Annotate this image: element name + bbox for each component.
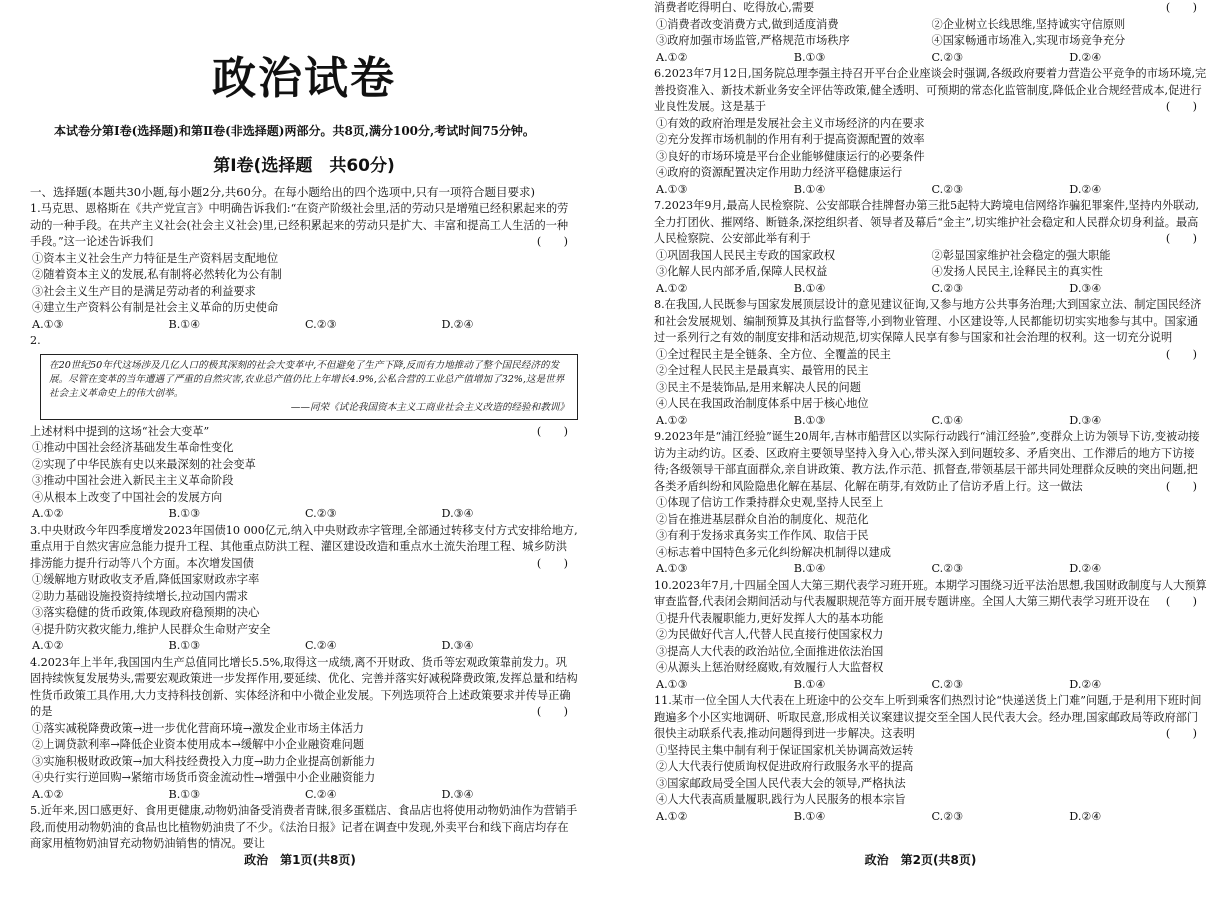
option-3: ③实施积极财政政策→加大科技经费投入力度→助力企业提高创新能力: [32, 754, 376, 768]
question-2: [30, 333, 578, 523]
question-stem: 上述材料中提到的这场“社会大变革”: [30, 424, 210, 438]
choice-b[interactable]: B.①④: [793, 809, 826, 823]
question-stem: 9.2023年是“浦江经验”诞生20周年,吉林市船营区以实际行动践行“浦江经验”,变群众上访为领导下访,变被动接访为主动约访。区委、区政府主要领导坚持入身入心,带头深入到问题较多、矛盾突出、工作滞后的地方下访接待;各级领导干部直面群众,亲自讲政策、教方法,作示范、抓督查,带领基层干部共同处理群众反映的突出问题,把各类矛盾纠纷和风险隐患化解在基层、化解在萌芽,有效防止了信访矛盾上行。这一做法: [654, 430, 1200, 493]
answer-paren: ( ): [1165, 727, 1197, 740]
option-1: ①有效的政府治理是发展社会主义市场经济的内在要求: [656, 116, 925, 130]
option-4: ④人大代表高质量履职,践行为人民服务的根本宗旨: [656, 793, 906, 806]
option-2: ②人大代表行使质询权促进政府行政服务水平的提高: [656, 760, 914, 773]
question-stem: 3.中央财政今年四季度增发2023年国债10 000亿元,纳入中央财政赤字管理,全部通过转移支付方式安排给地方,重点用于自然灾害应急能力提升工程、其他重点防洪工程、灌区建设改造和重点水土流失治理工程、城乡防洪排涝能力提升行动等八个方面。本次增发国债: [30, 523, 578, 570]
option-3: ③落实稳健的货币政策,体现政府稳预期的决心: [32, 606, 260, 619]
choice-b[interactable]: B.①③: [793, 413, 826, 427]
option-1: ①体现了信访工作秉持群众史观,坚持人民至上: [656, 496, 884, 509]
question-11: [654, 693, 1207, 825]
option-2: ②全过程人民民主是最真实、最管用的民主: [656, 364, 869, 377]
option-4: ④央行实行逆回购→紧缩市场货币资金流动性→增强中小企业融资能力: [32, 771, 376, 784]
choice-b[interactable]: B.①④: [793, 281, 826, 295]
question-stem: 8.在我国,人民既参与国家发展顶层设计的意见建议征询,又参与地方公共事务治理;大到国家立法、制定国民经济和社会发展规划、编制预算及其执行监督等,小到物业管理、小区建设等,人民都能切切实实地参与其中。国家通过一系列行之有效的制度安排和活动规范,切实保障人民享有参与国家和社会治理的权利。这一切充分说明: [654, 298, 1202, 344]
option-3: ③民主不是装饰品,是用来解决人民的问题: [656, 380, 861, 394]
answer-choices: [654, 281, 1207, 298]
option-2: ②助力基础设施投资持续增长,拉动国内需求: [32, 589, 249, 603]
answer-paren: ( ): [1165, 232, 1197, 245]
choice-d[interactable]: D.②④: [1069, 677, 1102, 691]
answer-choices: [654, 182, 1207, 199]
answer-choices: [654, 809, 1207, 826]
question-stem: 7.2023年9月,最高人民检察院、公安部联合挂牌督办第三批5起特大跨境电信网络诈骗犯罪案件,坚持内外联动,全力打团伙、摧网络、断链条,深挖组织者、领导者及幕后“金主”,切实维护社会稳定和人民群众切身利益。最高人民检察院、公安部此举有利于: [654, 199, 1200, 245]
choice-d[interactable]: D.②④: [441, 317, 474, 331]
answer-paren: ( ): [536, 235, 568, 248]
choice-b[interactable]: B.①④: [793, 182, 826, 196]
answer-paren: ( ): [1165, 1, 1197, 14]
option-3: ③政府加强市场监管,严格规范市场秩序: [656, 34, 850, 47]
option-4: ④国家畅通市场准入,实现市场竞争充分: [931, 34, 1126, 47]
option-3: ③国家邮政局受全国人民代表大会的领导,严格执法: [656, 776, 906, 790]
choice-a[interactable]: A.①②: [656, 413, 688, 427]
option-3: ③有利于发扬求真务实工作作风、取信于民: [656, 529, 869, 542]
exam-page-2: [614, 0, 1227, 900]
choice-b[interactable]: B.①④: [793, 677, 826, 691]
answer-choices: [654, 413, 1207, 430]
choice-d[interactable]: D.③④: [1069, 281, 1102, 295]
option-2: ②随着资本主义的发展,私有制将必然转化为公有制: [32, 268, 282, 281]
question-stem: 4.2023年上半年,我国国内生产总值同比增长5.5%,取得这一成绩,离不开财政、货币等宏观政策靠前发力。巩固持续恢复发展势头,需要宏观政策进一步发挥作用,要延续、优化、完善并落实好减税降费政策,发挥总量和结构性货币政策工具作用,大力支持科技创新、实体经济和中小微企业发展。下列选项符合上述政策要求并传导正确的是: [30, 655, 578, 718]
choice-b[interactable]: B.①③: [168, 787, 201, 801]
option-1: ①坚持民主集中制有利于保证国家机关协调高效运转: [656, 743, 914, 757]
choice-c[interactable]: C.②④: [305, 639, 337, 652]
question-5: [30, 803, 578, 853]
answer-paren: ( ): [1165, 595, 1197, 608]
page-footer: 政治 第2页(共8页): [864, 853, 977, 867]
choice-b[interactable]: B.①④: [168, 317, 201, 331]
option-4: ④提升防灾救灾能力,维护人民群众生命财产安全: [32, 622, 271, 636]
answer-paren: ( ): [1165, 479, 1197, 493]
option-3: ③社会主义生产目的是满足劳动者的利益要求: [32, 284, 256, 298]
option-2: ②旨在推进基层群众自治的制度化、规范化: [656, 512, 869, 526]
answer-choices: [654, 50, 1207, 67]
choice-d[interactable]: D.②④: [1069, 809, 1102, 823]
option-3: ③化解人民内部矛盾,保障人民权益: [656, 265, 828, 278]
option-2: ②企业树立长线思维,坚持诚实守信原则: [931, 17, 1126, 31]
choice-a[interactable]: A.①③: [656, 182, 688, 196]
answer-paren: ( ): [1165, 100, 1197, 113]
choice-b[interactable]: B.①③: [168, 639, 201, 652]
choice-d[interactable]: D.③④: [1069, 413, 1102, 427]
option-1: ①缓解地方财政收支矛盾,降低国家财政赤字率: [32, 573, 260, 586]
question-10: [654, 578, 1207, 694]
question-3: [30, 523, 578, 655]
page-footer: 政治 第1页(共8页): [244, 853, 356, 867]
choice-b[interactable]: B.①③: [793, 50, 826, 64]
choice-a[interactable]: A.①②: [656, 281, 688, 295]
choice-b[interactable]: B.①④: [793, 562, 826, 575]
answer-paren: ( ): [536, 556, 568, 570]
choice-c[interactable]: C.①④: [931, 413, 964, 427]
answer-choices: [654, 561, 1207, 578]
quote-box: [40, 354, 578, 420]
option-2: ②彰显国家维护社会稳定的强大职能: [931, 248, 1111, 262]
answer-paren: ( ): [536, 424, 568, 438]
option-1: ①落实减税降费政策→进一步优化营商环境→激发企业市场主体活力: [32, 721, 364, 735]
option-1: ①全过程民主是全链条、全方位、全覆盖的民主: [656, 347, 891, 361]
quote-source: ——同荣《试论我国资本主义工商业社会主义改造的经验和教训》: [290, 401, 569, 413]
question-6: [654, 66, 1207, 198]
exam-intro: 本试卷分第Ⅰ卷(选择题)和第Ⅱ卷(非选择题)两部分。共8页,满分100分,考试时间75分钟。: [54, 124, 535, 138]
choice-a[interactable]: A.①③: [656, 677, 688, 691]
question-stem: 10.2023年7月,十四届全国人大第三期代表学习班开班。本期学习围绕习近平法治思想,我国财政制度与人大预算审查监督,代表闭会期间活动与代表履职规范等方面开展专题讲座。全国人大第三期代表学习班开设在: [654, 578, 1207, 608]
choice-a[interactable]: A.①②: [656, 809, 688, 823]
answer-paren: ( ): [536, 705, 568, 718]
question-stem: 6.2023年7月12日,国务院总理李强主持召开平台企业座谈会时强调,各级政府要着力营造公平竞争的市场环境,完善投资准入、新技术新业务安全评估等政策,健全透明、可预期的常态化监管制度,降低企业合规经营成本,促进行业良性发展。这是基于: [654, 67, 1207, 113]
option-2: ②实现了中华民族有史以来最深刻的社会变革: [32, 457, 256, 471]
choice-c[interactable]: C.②③: [931, 562, 964, 575]
choice-c[interactable]: C.②③: [305, 507, 337, 520]
choice-a[interactable]: A.①②: [32, 507, 64, 520]
choice-c[interactable]: C.②④: [305, 787, 337, 801]
choice-a[interactable]: A.①②: [32, 639, 64, 652]
choice-c[interactable]: C.②③: [931, 281, 964, 295]
option-2: ②上调贷款利率→降低企业资本使用成本→缓解中小企业融资难问题: [32, 738, 364, 751]
choice-c[interactable]: C.②③: [931, 50, 964, 64]
option-4: ④政府的资源配置决定作用助力经济平稳健康运行: [656, 166, 903, 179]
option-1: ①资本主义社会生产力特征是生产资料居支配地位: [32, 251, 279, 265]
choice-d[interactable]: D.③④: [441, 787, 474, 801]
choice-d[interactable]: D.②④: [1069, 50, 1102, 64]
option-4: ④发扬人民民主,诠释民主的真实性: [931, 265, 1103, 278]
question-stem: 5.近年来,因口感更好、食用更健康,动物奶油备受消费者青睐,很多蛋糕店、食品店也将使用动物奶油作为营销手段,而使用动物奶油的食品也比植物奶油贵了不少。《法治日报》记者在调查中发现,外卖平台和线下商店均存在商家用植物奶油冒充动物奶油销售的情况。要让: [30, 804, 578, 850]
option-4: ④建立生产资料公有制是社会主义革命的历史使命: [32, 301, 279, 314]
exam-page-1: [0, 0, 600, 900]
option-4: ④从源头上惩治财经腐败,有效履行人大监督权: [656, 661, 884, 674]
question-8: [654, 297, 1207, 429]
question-5-continued: [654, 0, 1207, 66]
choice-b[interactable]: B.①③: [168, 507, 201, 520]
choice-a[interactable]: A.①②: [656, 50, 688, 64]
quote-text: 在20世纪50年代这场涉及几亿人口的极其深刻的社会大变革中,不但避免了生产下降,反而有力地推动了整个国民经济的发展。尽管在变革的当年遭遇了严重的自然灾害,农业总产值仍比上年增长4.9%,公私合营的工业总产值增加了32%,这是世界社会主义革命史上的伟大创举。: [49, 359, 565, 399]
choice-d[interactable]: D.③④: [441, 507, 474, 520]
question-stem: 1.马克思、恩格斯在《共产党宣言》中明确告诉我们:“在资产阶级社会里,活的劳动只是增殖已经积累起来的劳动的一种手段。在共产主义社会(社会主义社会)里,已经积累起来的劳动只是扩大、丰富和提高工人生活的一种手段。”这一论述告诉我们: [30, 202, 569, 248]
question-stem: 消费者吃得明白、吃得放心,需要: [654, 1, 815, 14]
question-1: [30, 201, 578, 333]
option-2: ②充分发挥市场机制的作用有利于提高资源配置的效率: [656, 133, 925, 146]
question-7: [654, 198, 1207, 297]
answer-paren: ( ): [1165, 347, 1197, 361]
option-1: ①推动中国社会经济基础发生革命性变化: [32, 441, 234, 454]
option-4: ④人民在我国政治制度体系中居于核心地位: [656, 397, 869, 410]
choice-a[interactable]: A.①③: [32, 317, 64, 331]
question-number: 2.: [30, 334, 41, 347]
choice-c[interactable]: C.②③: [931, 182, 964, 196]
question-4: [30, 655, 578, 804]
answer-choices: [30, 506, 578, 523]
choice-d[interactable]: D.②④: [1069, 182, 1102, 196]
question-9: [654, 429, 1207, 578]
option-1: ①消费者改变消费方式,做到适度消费: [656, 17, 839, 31]
option-1: ①提升代表履职能力,更好发挥人大的基本功能: [656, 611, 884, 625]
option-3: ③提高人大代表的政治站位,全面推进依法治国: [656, 644, 884, 658]
option-3: ③推动中国社会进入新民主主义革命阶段: [32, 474, 234, 487]
answer-choices: [30, 787, 578, 804]
option-4: ④从根本上改变了中国社会的发展方向: [32, 490, 223, 504]
answer-choices: [30, 638, 578, 655]
question-stem: 11.某市一位全国人大代表在上班途中的公交车上听到乘客们热烈讨论“快递送货上门难”问题,于是利用下班时间跑遍多个小区实地调研、听取民意,形成相关议案建议提交至全国人民代表大会。经办理,国家邮政局等政府部门很快主动联系代表,推动问题得到进一步解决。这表明: [654, 694, 1202, 740]
exam-title: 政治试卷: [212, 53, 396, 104]
choice-d[interactable]: D.②④: [1069, 562, 1102, 575]
choice-a[interactable]: A.①②: [32, 787, 64, 801]
answer-choices: [30, 317, 578, 334]
answer-choices: [654, 677, 1207, 694]
option-1: ①巩固我国人民民主专政的国家政权: [656, 248, 836, 262]
choice-a[interactable]: A.①③: [656, 562, 688, 575]
choice-c[interactable]: C.②③: [931, 809, 964, 823]
section-instructions: 一、选择题(本题共30小题,每小题2分,共60分。在每小题给出的四个选项中,只有一项符合题目要求): [30, 185, 536, 199]
option-2: ②为民做好代言人,代替人民直接行使国家权力: [656, 628, 884, 641]
option-4: ④标志着中国特色多元化纠纷解决机制得以建成: [656, 545, 891, 559]
choice-c[interactable]: C.②③: [305, 317, 337, 331]
choice-c[interactable]: C.②③: [931, 677, 964, 691]
option-3: ③良好的市场环境是平台企业能够健康运行的必要条件: [656, 149, 925, 163]
section-title: 第Ⅰ卷(选择题 共60分): [213, 156, 395, 176]
choice-d[interactable]: D.③④: [441, 639, 474, 652]
